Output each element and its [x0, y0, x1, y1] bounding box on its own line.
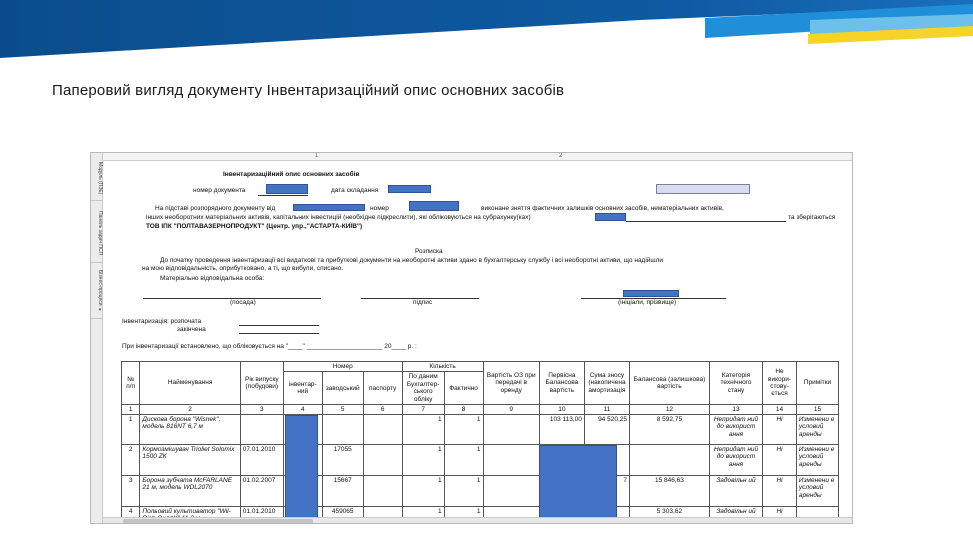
th-initial-cost: Первісна Балансова вартість [539, 362, 584, 405]
ruler-mark-2: 2 [559, 153, 563, 159]
scroll-thumb[interactable] [123, 519, 313, 524]
document-screenshot [90, 152, 853, 524]
cell-transfer [483, 476, 539, 507]
subaccount-line [626, 221, 786, 222]
th-book-value: Балансова (залишкова) вартість [629, 362, 709, 405]
cell-initial: 103 113,00 [539, 415, 584, 445]
table-row [122, 445, 839, 476]
cell-book: 5 303,62 [629, 507, 709, 524]
name-redaction [623, 290, 679, 297]
ruler-mark-1: 1 [315, 153, 319, 159]
table-row [122, 415, 839, 445]
inv-started-label: Інвентаризація: розпочата [122, 318, 202, 325]
basis-date-redaction [293, 204, 365, 211]
document-page [103, 161, 853, 524]
column-number-cell: 1 [122, 405, 140, 415]
cell-dep: 7 [584, 476, 629, 507]
th-cost-transfer: Вартість ОЗ при передачі в оренду [483, 362, 539, 405]
date-redaction [388, 185, 431, 193]
basis-line2: інших необоротних матеріальних активів, капітальних інвестицій (необхідне підкреслити), які обліковуються на субрахунку(ках) [146, 214, 531, 221]
cell-qty-book: 1 [402, 445, 444, 476]
cell-unused: Ні [763, 415, 797, 445]
inv-number-redaction [285, 415, 318, 524]
th-name: Найменування [140, 362, 240, 405]
column-number-cell: 5 [322, 405, 363, 415]
th-passport-no: паспорту [363, 372, 402, 405]
cell-qty-book: 1 [402, 415, 444, 445]
th-unused: Не викори-стову-ється [763, 362, 797, 405]
table-row [122, 476, 839, 507]
side-tab-processes[interactable]: Бізнес-процеси ▾ [91, 265, 103, 319]
subaccount-redaction [595, 213, 626, 221]
inv-finished-line [239, 333, 319, 334]
column-number-cell: 7 [402, 405, 444, 415]
side-tab-strip [91, 153, 103, 524]
cell-year: 01.01.2010 [240, 507, 283, 524]
cell-no: 1 [122, 415, 140, 445]
sig-name-caption: (ініціали, прізвище) [618, 299, 677, 306]
cell-cat: Задовільн ий [709, 476, 762, 507]
cell-no: 2 [122, 445, 140, 476]
th-qty-book: По даним Бухгалтер-ського обліку [402, 372, 444, 405]
cell-serial: 17055 [322, 445, 363, 476]
cell-name: Дискова борона "Wisnek", модель 816NT 6,7 м [140, 415, 240, 445]
inv-found-line: При інвентаризації встановлено, що обліковується на "____" _____________________ 20____ р. : [122, 343, 417, 350]
cell-qty-actual: 1 [444, 507, 483, 524]
cell-year [240, 415, 283, 445]
column-number-cell: 13 [709, 405, 762, 415]
basis-line2-tail: та зберігаються [788, 214, 836, 221]
table-body [122, 415, 839, 524]
th-qty-group: Кількість [402, 362, 483, 372]
column-number-cell: 12 [629, 405, 709, 415]
cost-redaction [539, 445, 617, 524]
cell-notes: Изменени е условий аренды [796, 476, 838, 507]
header-banner [0, 0, 973, 60]
receipt-line1: До початку проведення інвентаризації всі видаткові та прибуткові документи на необоротні активи здано в бухгалтерську службу і всі необоротні активи, що надійшли [160, 257, 664, 264]
th-number-group: Номер [283, 362, 402, 372]
cell-qty-actual: 1 [444, 476, 483, 507]
sig-position-caption: (посада) [230, 299, 256, 306]
cell-dep: 94 520,25 [584, 415, 629, 445]
th-tech-category: Категорія технічного стану [709, 362, 762, 405]
cell-cat: Непридат ний до використ ання [709, 445, 762, 476]
cell-qty-actual: 1 [444, 445, 483, 476]
responsible-label: Матеріально відповідальна особа: [160, 275, 265, 282]
cell-name: Кормозмішувач Trioliet Solomix 1500 ZK [140, 445, 240, 476]
th-inv-no: інвентар-ний [283, 372, 322, 405]
doc-number-line [258, 195, 308, 196]
inv-finished-label: закінчена [177, 326, 206, 333]
column-number-row [122, 405, 839, 415]
column-number-cell: 3 [240, 405, 283, 415]
cell-qty-actual: 1 [444, 415, 483, 445]
assets-table [121, 361, 839, 524]
doc-number-redaction [266, 184, 308, 194]
th-no: № п/п [122, 362, 140, 405]
cell-transfer [483, 445, 539, 476]
inv-started-line [239, 325, 319, 326]
sig-signature-caption: підпис [413, 299, 433, 306]
date-label: дата складання [331, 187, 379, 194]
th-notes: Примітки [796, 362, 838, 405]
th-year: Рік випуску (побудови) [240, 362, 283, 405]
horizontal-ruler [103, 153, 853, 161]
basis-number-redaction [409, 201, 459, 211]
basis-number-label: номер [370, 205, 389, 212]
column-number-cell: 10 [539, 405, 584, 415]
column-number-cell: 9 [483, 405, 539, 415]
cell-notes: Изменени е условий аренды [796, 415, 838, 445]
company-name: ТОВ ІПК "ПОЛТАВАЗЕРНОПРОДУКТ" (Центр. упр.,"АСТАРТА-КИЇВ") [146, 223, 363, 230]
cell-qty-book: 1 [402, 476, 444, 507]
doc-field-box[interactable] [656, 184, 750, 194]
cell-cat: Непридат ний до використ ання [709, 415, 762, 445]
receipt-title: Розписка [415, 248, 443, 255]
banner-graphic [0, 0, 973, 60]
cell-unused: Ні [763, 507, 797, 524]
column-number-cell: 4 [283, 405, 322, 415]
th-serial-no: заводський [322, 372, 363, 405]
cell-no: 4 [122, 507, 140, 524]
column-number-cell: 11 [584, 405, 629, 415]
horizontal-scrollbar[interactable] [103, 517, 853, 524]
basis-tail: виконане зняття фактичних залишків основних засобів, нематеріальних активів, [481, 205, 724, 212]
cell-notes: Изменени е условий аренды [796, 445, 838, 476]
th-depreciation: Сума зносу (накопичена амортизація [584, 362, 629, 405]
cell-passport [363, 476, 402, 507]
column-number-cell: 6 [363, 405, 402, 415]
basis-prefix: На підставі розпорядного документу від [155, 205, 276, 212]
cell-passport [363, 415, 402, 445]
cell-serial: 459065 [322, 507, 363, 524]
cell-book: 8 592,75 [629, 415, 709, 445]
table-header-row-1 [122, 362, 839, 372]
slide-title: Паперовий вигляд документу Інвентаризаційний опис основних засобів [52, 82, 565, 99]
column-number-cell: 14 [763, 405, 797, 415]
cell-serial: 15667 [322, 476, 363, 507]
cell-transfer [483, 415, 539, 445]
cell-book [629, 445, 709, 476]
column-number-cell: 15 [796, 405, 838, 415]
cell-name: Польовий культиватор "Wil- [140, 507, 240, 524]
side-tab-taskbar[interactable]: Панель задач ПСП [91, 205, 103, 263]
cell-book: 15 846,63 [629, 476, 709, 507]
doc-number-label: номер документа [193, 187, 246, 194]
column-number-cell: 8 [444, 405, 483, 415]
cell-year: 07.01.2010 [240, 445, 283, 476]
cell-qty-book: 1 [402, 507, 444, 524]
cell-no: 3 [122, 476, 140, 507]
side-tab-module[interactable]: Модуль (ПЗЕ) [91, 157, 103, 201]
receipt-line2: на мою відповідальність, оприбутковано, а ті, що вибули, списано. [142, 265, 344, 272]
th-qty-actual: Фактично [444, 372, 483, 405]
cell-passport [363, 445, 402, 476]
doc-title: Інвентаризаційний опис основних засобів [223, 171, 360, 178]
cell-unused: Ні [763, 476, 797, 507]
cell-cat: Задовільн ий [709, 507, 762, 524]
cell-unused: Ні [763, 445, 797, 476]
cell-serial [322, 415, 363, 445]
cell-name: Борона зубчата McFARLANE 21 м, модель WDL2070 [140, 476, 240, 507]
column-number-cell: 2 [140, 405, 240, 415]
cell-year: 01.02.2007 [240, 476, 283, 507]
